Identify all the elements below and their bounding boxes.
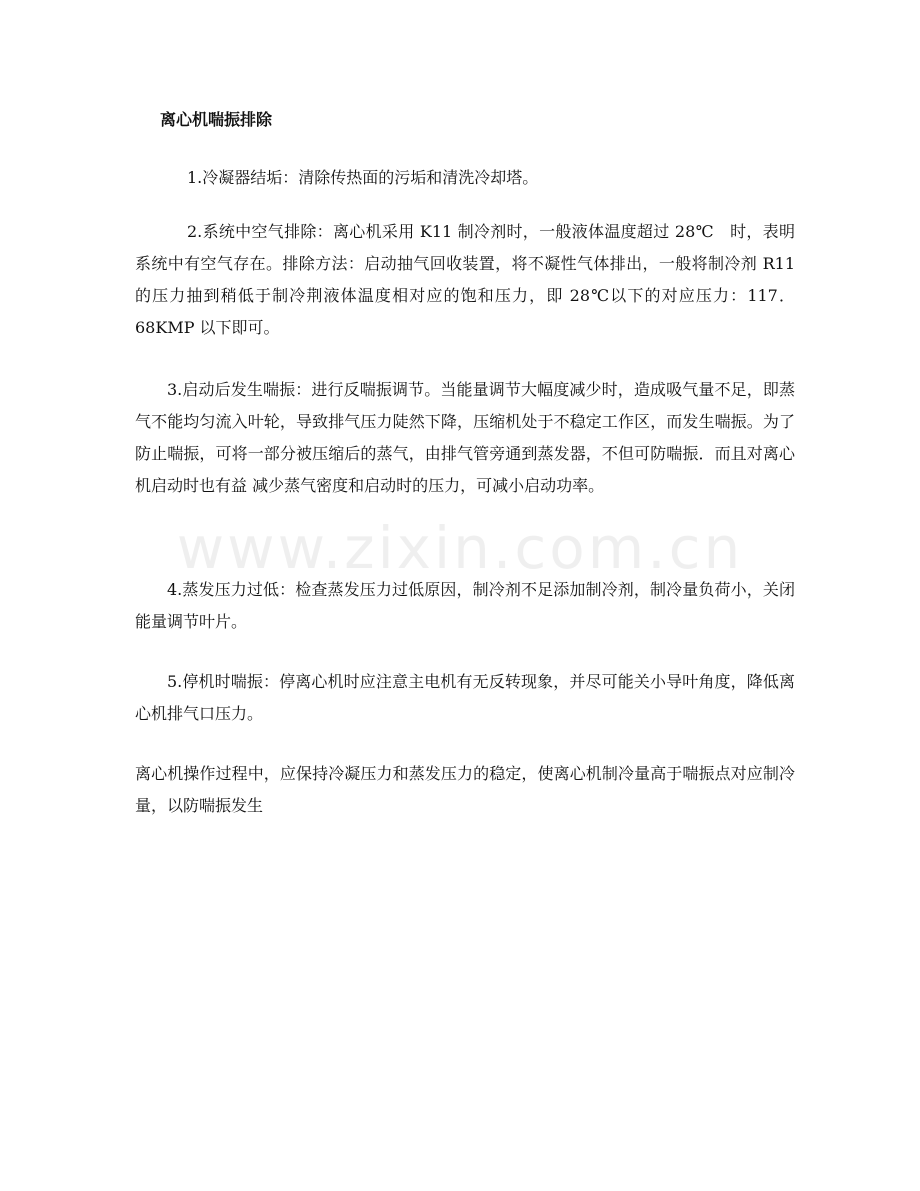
paragraph-low-evaporation-pressure: 4.蒸发压力过低：检查蒸发压力过低原因，制冷剂不足添加制冷剂，制冷量负荷小，关闭能量调节叶片。 <box>135 580 795 631</box>
paragraph-startup-surge: 3.启动后发生喘振：进行反喘振调节。当能量调节大幅度减少时，造成吸气量不足，即蒸气不能均匀流入叶轮，导致排气压力陡然下降，压缩机处于不稳定工作区，而发生喘振。为了防止喘振，可将一部分被压缩后的蒸气，由排气管旁通到蒸发器，不但可防喘振．而且对离心机启动时也有益 减少蒸气密度和启动时的压力，可减小启动功率。 <box>135 380 795 495</box>
watermark: www.zixin.com.cn <box>176 514 744 582</box>
document-title: 离心机喘振排除 <box>160 110 273 129</box>
paragraph-shutdown-surge: 5.停机时喘振：停离心机时应注意主电机有无反转现象，并尽可能关小导叶角度，降低离心机排气口压力。 <box>135 672 795 723</box>
paragraph-condenser-fouling: 1.冷凝器结垢：清除传热面的污垢和清洗冷却塔。 <box>187 168 539 187</box>
paragraph-summary: 离心机操作过程中，应保持冷凝压力和蒸发压力的稳定，使离心机制冷量高于喘振点对应制冷量，以防喘振发生 <box>135 764 795 815</box>
paragraph-air-removal: 2.系统中空气排除：离心机采用 K11 制冷剂时，一般液体温度超过 28℃ 时，表明系统中有空气存在。排除方法：启动抽气回收装置，将不凝性气体排出，一般将制冷剂 R11 的压力抽到稍低于制冷荆液体温度相对应的饱和压力，即 28℃以下的对应压力：117．68KMP 以下即可。 <box>135 222 795 337</box>
